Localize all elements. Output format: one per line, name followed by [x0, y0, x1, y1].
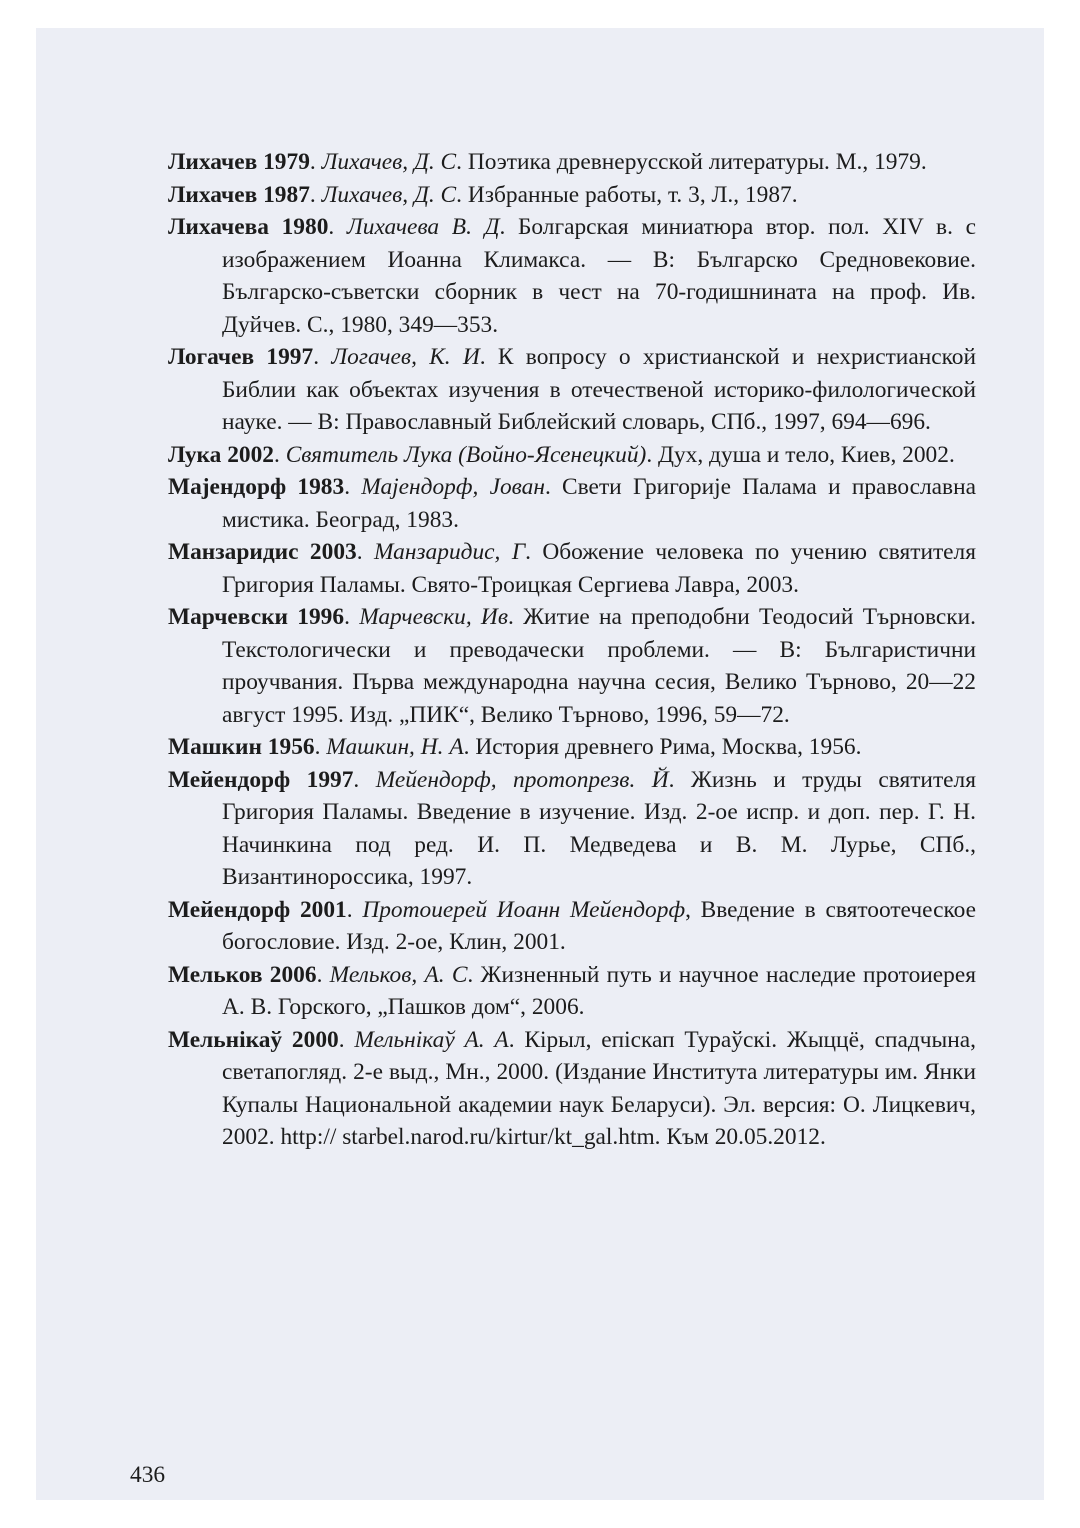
entry-key: Лихачева 1980 — [168, 214, 329, 240]
entry-author: Мейендорф, протопрезв. Й — [375, 766, 669, 793]
entry-author: Мельков, А. С — [329, 961, 468, 988]
bibliography-entry: Логачев 1997. Логачев, К. И. К вопросу о христианской и нехристианской Библии как объектах изучения в отечественой историко-филологической науке. — В: Православный Библейский словарь, СПб., 1997, 694—696. — [168, 344, 976, 435]
entry-text: Жизнь и труды святителя Григория Паламы. Введение в изучение. Изд. 2-ое испр. и доп. пер. Г. Н. Начинкина под ред. И. П. Медведева и В. М. Лурье, СПб., Византинороссика, 1997. — [222, 766, 976, 890]
entry-author: Святитель Лука (Войно-Ясенецкий) — [285, 441, 647, 468]
bibliography-entry: Лихачев 1987. Лихачев, Д. С. Избранные работы, т. 3, Л., 1987. — [168, 181, 798, 208]
entry-key: Марчевски 1996 — [168, 604, 345, 630]
entry-author: Мельнікаў А. А — [354, 1026, 509, 1053]
book-page — [36, 28, 1044, 1500]
bibliography-entry: Манзаридис 2003. Манзаридис, Г. Обожение человека по учению святителя Григория Паламы. Свято-Троицкая Сергиева Лавра, 2003. — [168, 539, 976, 598]
entry-author: Логачев, К. И — [331, 344, 480, 370]
entry-text: Свети Григорије Палама и православна мистика. Београд, 1983. — [222, 474, 976, 533]
entry-key: Мейендорф 2001 — [168, 896, 347, 923]
entry-text: Обожение человека по учению святителя Григория Паламы. Свято-Троицкая Сергиева Лавра, 2003. — [222, 539, 976, 598]
bibliography-entry: Мейендорф 1997. Мейендорф, протопрезв. Й. Жизнь и труды святителя Григория Паламы. Введение в изучение. Изд. 2-ое испр. и доп. пер. Г. Н. Начинкина под ред. И. П. Медведева и В. М. Лурье, СПб., Византинороссика, 1997. — [168, 766, 976, 890]
entry-text: Кірыл, епіскап Тураўскі. Жыццё, спадчына, светапогляд. 2-е выд., Мн., 2000. (Издание Института литературы им. Янки Купалы Национальной академии наук Беларуси). Эл. версия: О. Лицкевич, 2002. http:// starbel.narod.ru/kirtur/kt_gal.htm. Към 20.05.2012. — [222, 1026, 977, 1150]
bibliography-entry: Лихачев 1979. Лихачев, Д. С. Поэтика древнерусской литературы. М., 1979. — [168, 149, 927, 175]
entry-author: Мајендорф, Јован — [361, 474, 545, 500]
bibliography-entry: Марчевски 1996. Марчевски, Ив. Житие на преподобни Теодосий Търновски. Текстологически и преводачески проблеми. — В: Българистични проучвания. Първа международна научна сесия, Велико Търново, 20—22 август 1995. Изд. „ПИК“, Велико Търново, 1996, 59—72. — [168, 604, 977, 728]
bibliography-entry: Лука 2002. Святитель Лука (Войно-Ясенецкий). Дух, душа и тело, Киев, 2002. — [168, 441, 955, 468]
entry-text: Избранные работы, т. 3, Л., 1987. — [462, 181, 798, 208]
bibliography-entry: Мајендорф 1983. Мајендорф, Јован. Свети Григорије Палама и православна мистика. Београд, 1983. — [168, 474, 976, 533]
entry-text: Болгарская миниатюра втор. пол. XIV в. с изображением Иоанна Климакса. — В: Българско Средновековие. Българско-съветски сборник в чест на 70-годишнината на проф. Ив. Дуйчев. С., 1980, 349—353. — [222, 214, 976, 338]
entry-author: Протоиерей Иоанн Мейендорф — [362, 896, 686, 923]
entry-text: История древнего Рима, Москва, 1956. — [469, 734, 862, 760]
entry-key: Машкин 1956 — [168, 734, 315, 760]
entry-text: Поэтика древнерусской литературы. М., 1979. — [462, 149, 927, 175]
entry-text: Жизненный путь и научное наследие протоиерея А. В. Горского, „Пашков дом“, 2006. — [222, 961, 976, 1020]
bibliography-entry: Мейендорф 2001. Протоиерей Иоанн Мейендорф, Введение в святоотеческое богословие. Изд. 2-ое, Клин, 2001. — [168, 896, 976, 955]
entry-text: Дух, душа и тело, Киев, 2002. — [652, 441, 955, 468]
bibliography-list — [168, 146, 976, 1154]
entry-author: Машкин, Н. А — [326, 734, 464, 760]
bibliography-entry: Мельнікаў 2000. Мельнікаў А. А. Кірыл, епіскап Тураўскі. Жыццё, спадчына, светапогляд. 2-е выд., Мн., 2000. (Издание Института литературы им. Янки Купалы Национальной академии наук Беларуси). Эл. версия: О. Лицкевич, 2002. http:// starbel.narod.ru/kirtur/kt_gal.htm. Към 20.05.2012. — [168, 1026, 977, 1150]
bibliography-entry: Мельков 2006. Мельков, А. С. Жизненный путь и научное наследие протоиерея А. В. Горского, „Пашков дом“, 2006. — [168, 961, 976, 1020]
page-number: 436 — [130, 1462, 166, 1488]
bibliography-entry: Машкин 1956. Машкин, Н. А. История древнего Рима, Москва, 1956. — [168, 734, 862, 760]
entry-author: Лихачев, Д. С — [321, 181, 457, 208]
entry-author: Марчевски, Ив — [359, 604, 508, 630]
entry-key: Лихачев 1979 — [168, 149, 310, 175]
entry-author: Лихачева В. Д — [346, 214, 500, 240]
entry-key: Мельков 2006 — [168, 961, 317, 988]
entry-key: Логачев 1997 — [168, 344, 314, 370]
entry-text: Введение в святоотеческое богословие. Изд. 2-ое, Клин, 2001. — [222, 896, 976, 955]
entry-key: Мейендорф 1997 — [168, 766, 354, 793]
entry-key: Лука 2002 — [168, 441, 274, 468]
entry-key: Лихачев 1987 — [168, 181, 310, 208]
entry-author: Лихачев, Д. С — [321, 149, 457, 175]
entry-key: Мельнікаў 2000 — [168, 1026, 339, 1053]
bibliography-entry: Лихачева 1980. Лихачева В. Д. Болгарская миниатюра втор. пол. XIV в. с изображением Иоанна Климакса. — В: Българско Средновековие. Българско-съветски сборник в чест на 70-годишнината на проф. Ив. Дуйчев. С., 1980, 349—353. — [168, 214, 976, 338]
entry-key: Мајендорф 1983 — [168, 474, 345, 500]
entry-key: Манзаридис 2003 — [168, 539, 357, 565]
entry-author: Манзаридис, Г — [373, 539, 526, 565]
entry-text: К вопросу о христианской и нехристианской Библии как объектах изучения в отечественой историко-филологической науке. — В: Православный Библейский словарь, СПб., 1997, 694—696. — [222, 344, 976, 435]
entry-text: Житие на преподобни Теодосий Търновски. Текстологически и преводачески проблеми. — В: Българистични проучвания. Първа международна научна сесия, Велико Търново, 20—22 август 1995. Изд. „ПИК“, Велико Търново, 1996, 59—72. — [222, 604, 977, 728]
